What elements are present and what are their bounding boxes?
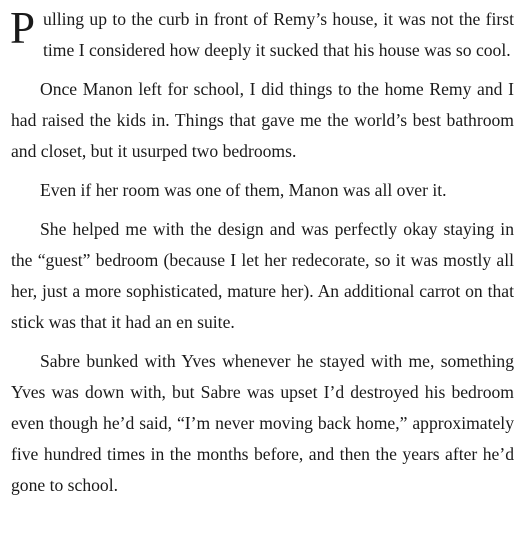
paragraph-3: Even if her room was one of them, Manon was all over it. — [40, 180, 447, 200]
paragraph-4: She helped me with the design and was perfectly okay staying in the “guest” bedroom (because I let her redecorate, so it was mostly all her, just a more sophisticated, mature her). An additional carrot on that stick was that it had an en suite. — [11, 219, 514, 332]
paragraph-5: Sabre bunked with Yves whenever he stayed with me, something Yves was down with, but Sabre was upset I’d destroyed his bedroom even though he’d said, “I’m never moving back home,” approximately five hundred times in the months before, and then the years after he’d gone to school. — [11, 351, 514, 495]
drop-cap: P — [10, 3, 36, 53]
paragraph-2: Once Manon left for school, I did things to the home Remy and I had raised the kids in. Things that gave me the world’s best bathroom and closet, but it usurped two bedrooms. — [11, 79, 514, 161]
paragraph-1 — [11, 4, 514, 66]
paragraph-1-text: ulling up to the curb in front of Remy’s house, it was not the first time I considered how deeply it sucked that his house was so cool. — [43, 9, 514, 60]
